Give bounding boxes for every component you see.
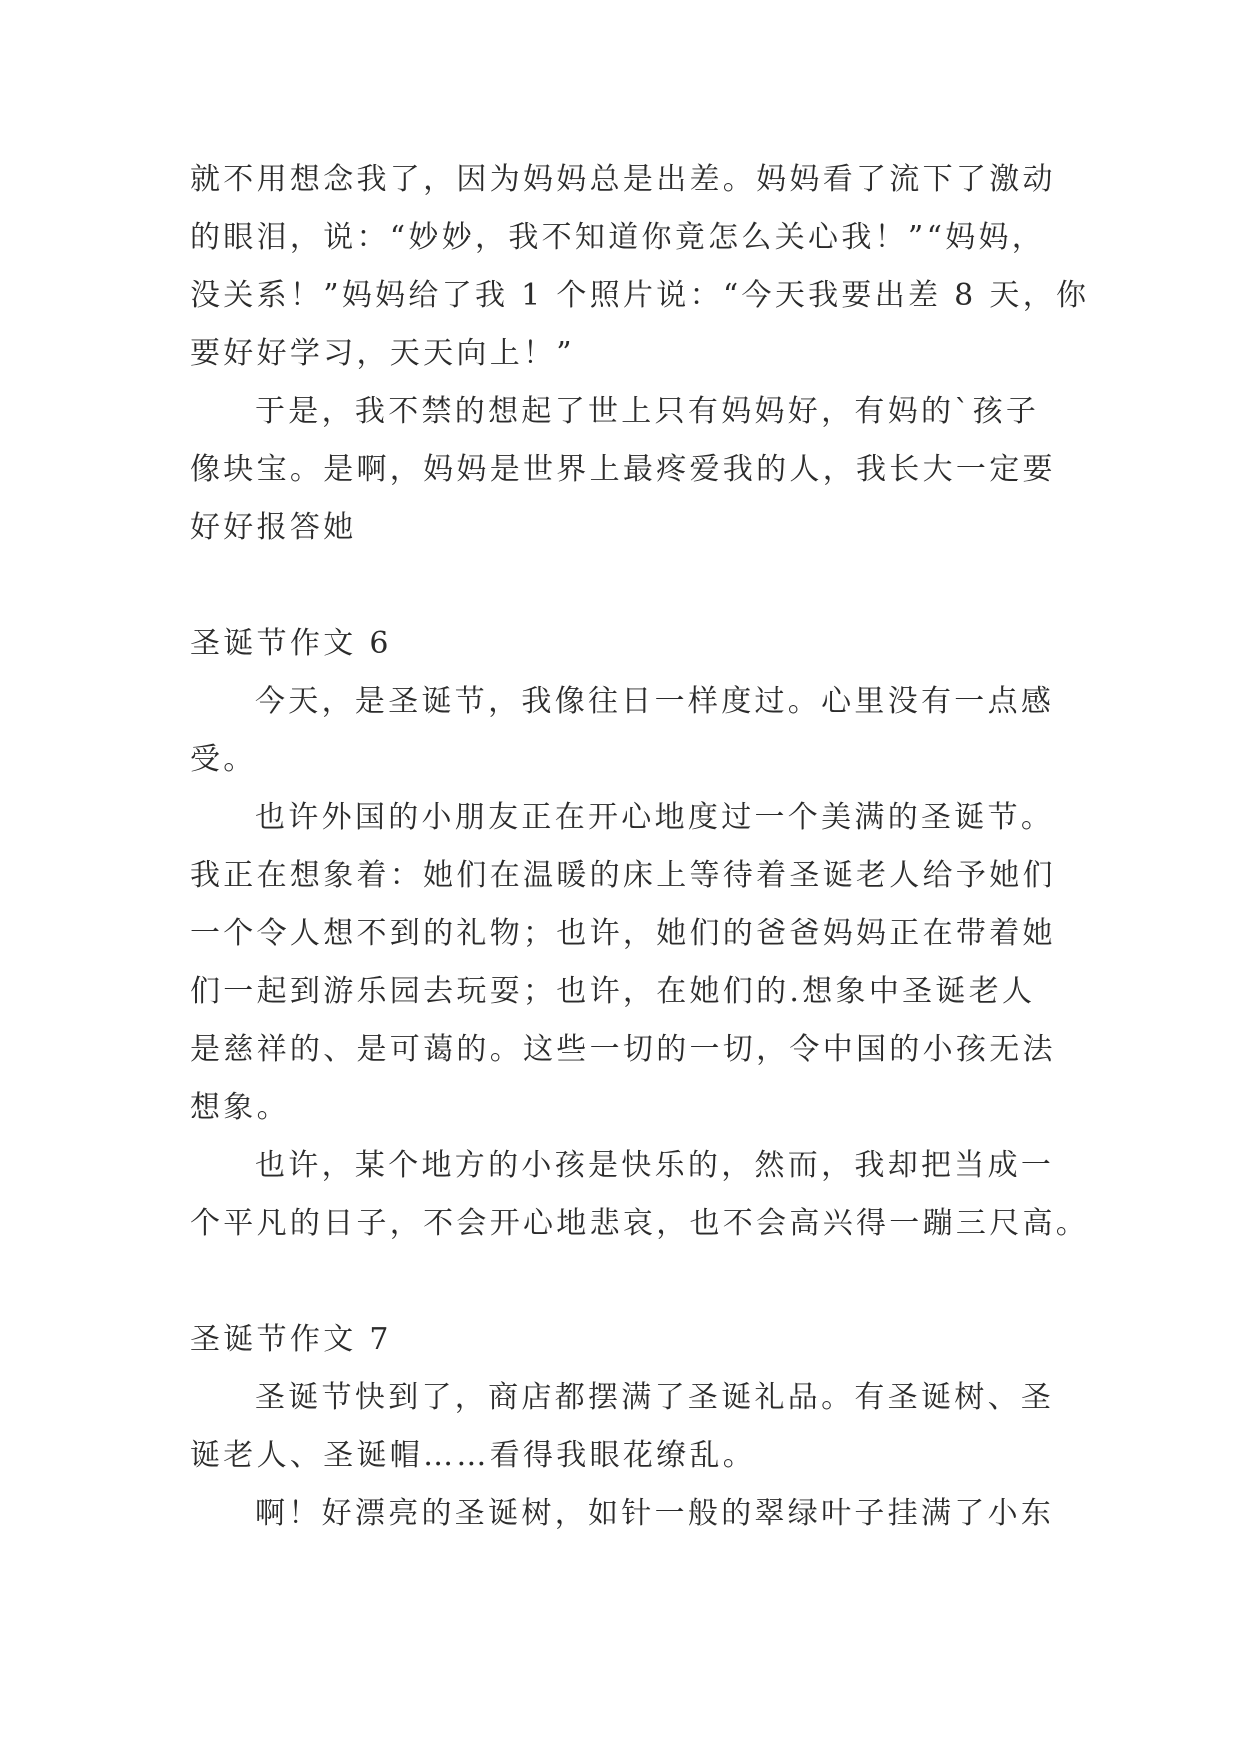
paragraph-line: 想象。 (190, 1090, 290, 1125)
paragraph-line: 我正在想象着：她们在温暖的床上等待着圣诞老人给予她们 (190, 858, 1056, 893)
paragraph-line: 受。 (190, 742, 257, 777)
paragraph-line: 于是，我不禁的想起了世上只有妈妈好，有妈的`孩子 (255, 394, 1040, 429)
section-heading: 圣诞节作文 7 (190, 1322, 392, 1357)
paragraph-line: 是慈祥的、是可蔼的。这些一切的一切，令中国的小孩无法 (190, 1032, 1056, 1067)
paragraph-line: 个平凡的日子，不会开心地悲哀，也不会高兴得一蹦三尺高。 (190, 1206, 1090, 1241)
paragraph-line: 也许外国的小朋友正在开心地度过一个美满的圣诞节。 (255, 800, 1055, 835)
paragraph-line: 好好报答她 (190, 510, 357, 545)
paragraph-line: 也许，某个地方的小孩是快乐的，然而，我却把当成一 (255, 1148, 1055, 1183)
paragraph-line: 的眼泪，说：“妙妙，我不知道你竟怎么关心我！”“妈妈， (190, 220, 1046, 255)
paragraph-line: 要好好学习，天天向上！” (190, 336, 575, 371)
paragraph-line: 一个令人想不到的礼物；也许，她们的爸爸妈妈正在带着她 (190, 916, 1056, 951)
paragraph-line: 今天，是圣诞节，我像往日一样度过。心里没有一点感 (255, 684, 1055, 719)
paragraph-line: 啊！好漂亮的圣诞树，如针一般的翠绿叶子挂满了小东 (255, 1496, 1055, 1531)
section-heading: 圣诞节作文 6 (190, 626, 392, 661)
paragraph-line: 就不用想念我了，因为妈妈总是出差。妈妈看了流下了激动 (190, 162, 1056, 197)
paragraph-line: 诞老人、圣诞帽……看得我眼花缭乱。 (190, 1438, 757, 1473)
paragraph-line: 圣诞节快到了，商店都摆满了圣诞礼品。有圣诞树、圣 (255, 1380, 1055, 1415)
paragraph-line: 们一起到游乐园去玩耍；也许，在她们的.想象中圣诞老人 (190, 974, 1036, 1009)
paragraph-line: 像块宝。是啊，妈妈是世界上最疼爱我的人，我长大一定要 (190, 452, 1056, 487)
paragraph-line: 没关系！”妈妈给了我 1 个照片说：“今天我要出差 8 天，你 (190, 278, 1090, 313)
